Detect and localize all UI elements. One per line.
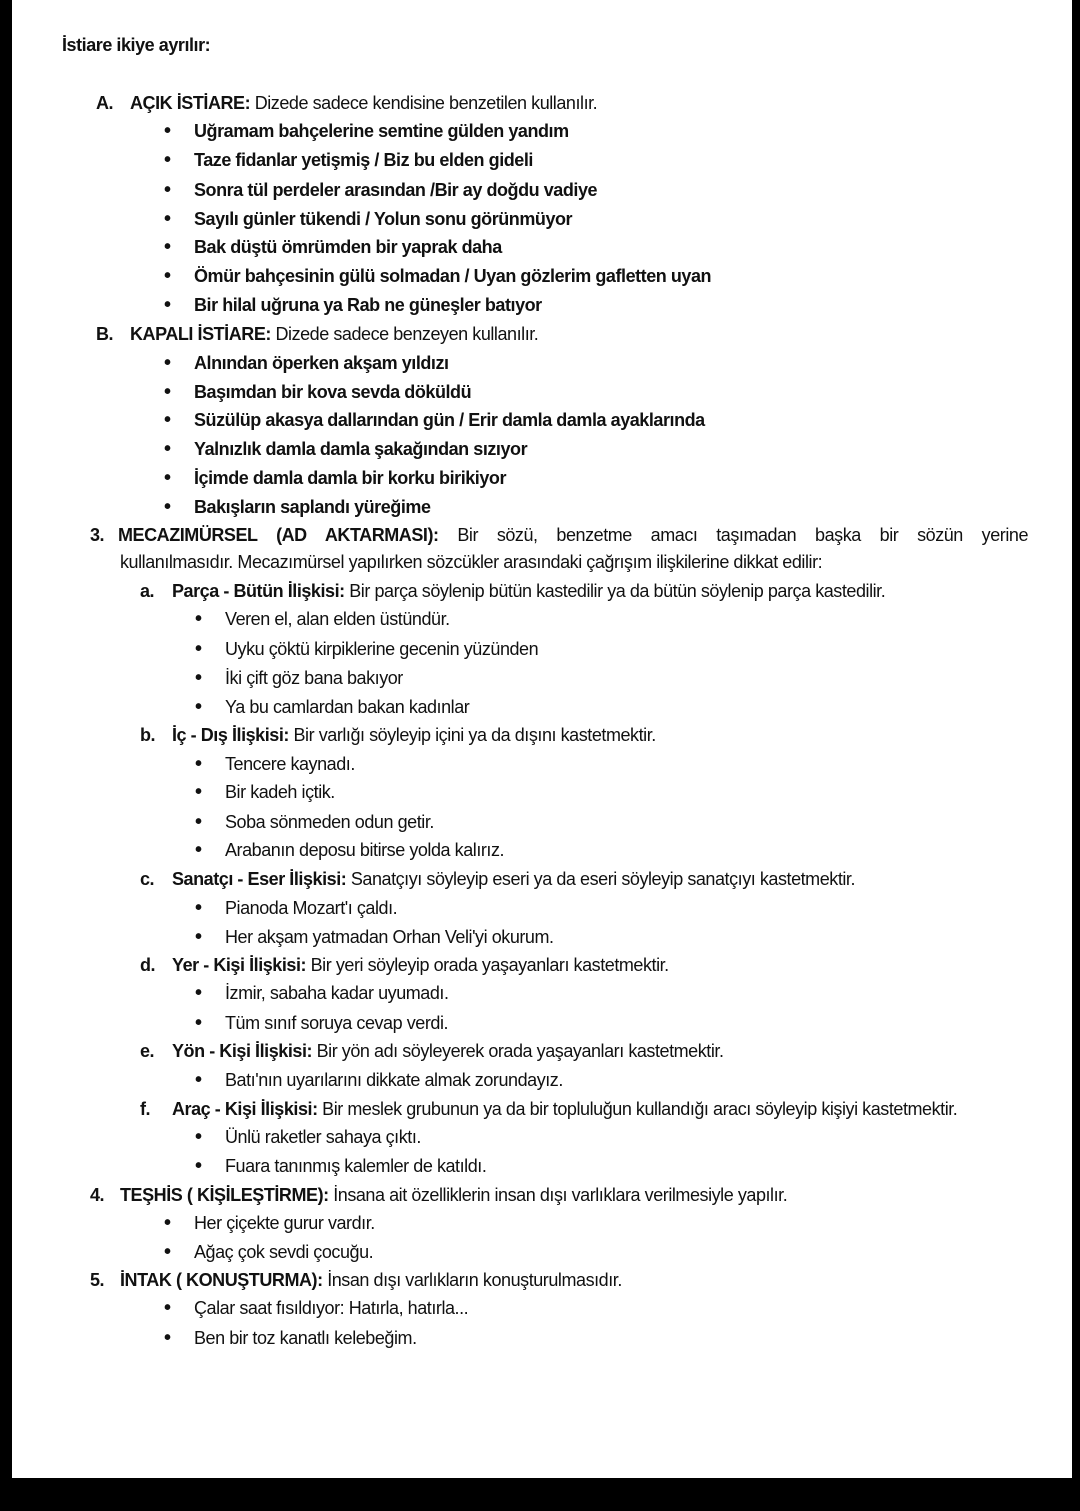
- section-teshis-heading: [90, 1182, 787, 1208]
- section-marker: B.: [96, 324, 114, 344]
- list-item: • Sonra tül perdeler arasından /Bir ay doğdu vadiye: [164, 177, 597, 203]
- subsection-parca-butun-heading: [140, 578, 885, 604]
- section-marker: 4.: [90, 1185, 105, 1205]
- list-item: • Tencere kaynadı.: [195, 751, 355, 777]
- subsection-title: Yön - Kişi İlişkisi:: [172, 1041, 313, 1061]
- list-item: • Ünlü raketler sahaya çıktı.: [195, 1124, 421, 1150]
- list-item: • Başımdan bir kova sevda döküldü: [164, 379, 471, 405]
- section-description: Bir sözü, benzetme amacı taşımadan başka bir sözün yerine: [438, 525, 1029, 545]
- list-item: • Bak düştü ömrümden bir yaprak daha: [164, 234, 502, 260]
- subsection-title: İç - Dış İlişkisi:: [172, 725, 289, 745]
- subsection-yon-kisi-heading: [140, 1038, 724, 1064]
- list-item: • Süzülüp akasya dallarından gün / Erir damla damla ayaklarında: [164, 407, 705, 433]
- list-item: • Ağaç çok sevdi çocuğu.: [164, 1239, 373, 1265]
- subsection-title: Parça - Bütün İlişkisi:: [172, 581, 345, 601]
- subsection-marker: a.: [140, 581, 155, 601]
- list-item: • Soba sönmeden odun getir.: [195, 809, 434, 835]
- subsection-description: Sanatçıyı söyleyip eseri ya da eseri söyleyip sanatçıyı kastetmektir.: [346, 869, 856, 889]
- section-acik-istiare-heading: [96, 90, 597, 116]
- subsection-yer-kisi-heading: [140, 952, 669, 978]
- subsection-marker: f.: [140, 1099, 151, 1119]
- subsection-description: Bir yeri söyleyip orada yaşayanları kastetmektir.: [306, 955, 669, 975]
- section-kapali-istiare-heading: [96, 321, 538, 347]
- subsection-arac-kisi-heading: [140, 1096, 957, 1122]
- section-description: İnsana ait özelliklerin insan dışı varlıklara verilmesiyle yapılır.: [328, 1185, 788, 1205]
- section-mecazimursel-heading: [90, 522, 1028, 548]
- subsection-description: Bir yön adı söyleyerek orada yaşayanları kastetmektir.: [312, 1041, 724, 1061]
- section-title: MECAZIMÜRSEL (AD AKTARMASI):: [118, 525, 439, 545]
- list-item: • Yalnızlık damla damla şakağından sızıyor: [164, 436, 527, 462]
- subsection-description: Bir varlığı söyleyip içini ya da dışını kastetmektir.: [288, 725, 656, 745]
- section-title: TEŞHİS ( KİŞİLEŞTİRME):: [120, 1185, 329, 1205]
- list-item: • Tüm sınıf soruya cevap verdi.: [195, 1010, 448, 1036]
- list-item: • Her çiçekte gurur vardır.: [164, 1210, 375, 1236]
- list-item: • Bir hilal uğruna ya Rab ne güneşler batıyor: [164, 292, 542, 318]
- subsection-description: Bir meslek grubunun ya da bir topluluğun kullandığı aracı söyleyip kişiyi kastetmektir.: [317, 1099, 958, 1119]
- subsection-title: Sanatçı - Eser İlişkisi:: [172, 869, 347, 889]
- subsection-title: Araç - Kişi İlişkisi:: [172, 1099, 318, 1119]
- list-item: • Çalar saat fısıldıyor: Hatırla, hatırla...: [164, 1295, 468, 1321]
- list-item: • Sayılı günler tükendi / Yolun sonu görünmüyor: [164, 206, 572, 232]
- list-item: • Bir kadeh içtik.: [195, 779, 335, 805]
- list-item: • Bakışların saplandı yüreğime: [164, 494, 431, 520]
- list-item: • Ya bu camlardan bakan kadınlar: [195, 694, 469, 720]
- list-item: • Fuara tanınmış kalemler de katıldı.: [195, 1153, 486, 1179]
- list-item: • İçimde damla damla bir korku birikiyor: [164, 465, 506, 491]
- section-description: Dizede sadece kendisine benzetilen kullanılır.: [250, 93, 598, 113]
- intro-heading: İstiare ikiye ayrılır:: [62, 35, 211, 55]
- list-item: • Veren el, alan elden üstündür.: [195, 606, 450, 632]
- list-item: • Batı'nın uyarılarını dikkate almak zorundayız.: [195, 1067, 563, 1093]
- subsection-marker: b.: [140, 725, 156, 745]
- subsection-marker: e.: [140, 1041, 155, 1061]
- list-item: • Ömür bahçesinin gülü solmadan / Uyan gözlerim gafletten uyan: [164, 263, 711, 289]
- section-title: KAPALI İSTİARE:: [130, 324, 271, 344]
- list-item: • Uyku çöktü kirpiklerine gecenin yüzünden: [195, 636, 538, 662]
- list-item: • Ben bir toz kanatlı kelebeğim.: [164, 1325, 417, 1351]
- section-marker: A.: [96, 93, 114, 113]
- list-item: • İki çift göz bana bakıyor: [195, 665, 403, 691]
- list-item: • Taze fidanlar yetişmiş / Biz bu elden gideli: [164, 147, 533, 173]
- list-item: • Arabanın deposu bitirse yolda kalırız.: [195, 837, 504, 863]
- subsection-marker: d.: [140, 955, 156, 975]
- document-page: [12, 0, 1072, 1478]
- list-item: • Alnından öperken akşam yıldızı: [164, 350, 449, 376]
- subsection-title: Yer - Kişi İlişkisi:: [172, 955, 307, 975]
- subsection-ic-dis-heading: [140, 722, 656, 748]
- section-intak-heading: [90, 1267, 622, 1293]
- list-item: • Pianoda Mozart'ı çaldı.: [195, 895, 397, 921]
- section-description: İnsan dışı varlıkların konuşturulmasıdır.: [322, 1270, 622, 1290]
- section-description-continued: kullanılmasıdır. Mecazımürsel yapılırken sözcükler arasındaki çağrışım ilişkilerine dikkat edilir:: [120, 552, 823, 572]
- list-item: • Uğramam bahçelerine semtine gülden yandım: [164, 118, 569, 144]
- list-item: • Her akşam yatmadan Orhan Veli'yi okurum.: [195, 924, 554, 950]
- list-item: • İzmir, sabaha kadar uyumadı.: [195, 980, 449, 1006]
- section-title: İNTAK ( KONUŞTURMA):: [120, 1270, 323, 1290]
- section-marker: 5.: [90, 1270, 105, 1290]
- bottom-black-bar: [0, 1478, 1080, 1511]
- section-title: AÇIK İSTİARE:: [130, 93, 251, 113]
- subsection-marker: c.: [140, 869, 155, 889]
- subsection-sanatci-eser-heading: [140, 866, 855, 892]
- section-marker: 3.: [90, 525, 105, 545]
- subsection-description: Bir parça söylenip bütün kastedilir ya da bütün söylenip parça kastedilir.: [344, 581, 886, 601]
- section-description: Dizede sadece benzeyen kullanılır.: [270, 324, 539, 344]
